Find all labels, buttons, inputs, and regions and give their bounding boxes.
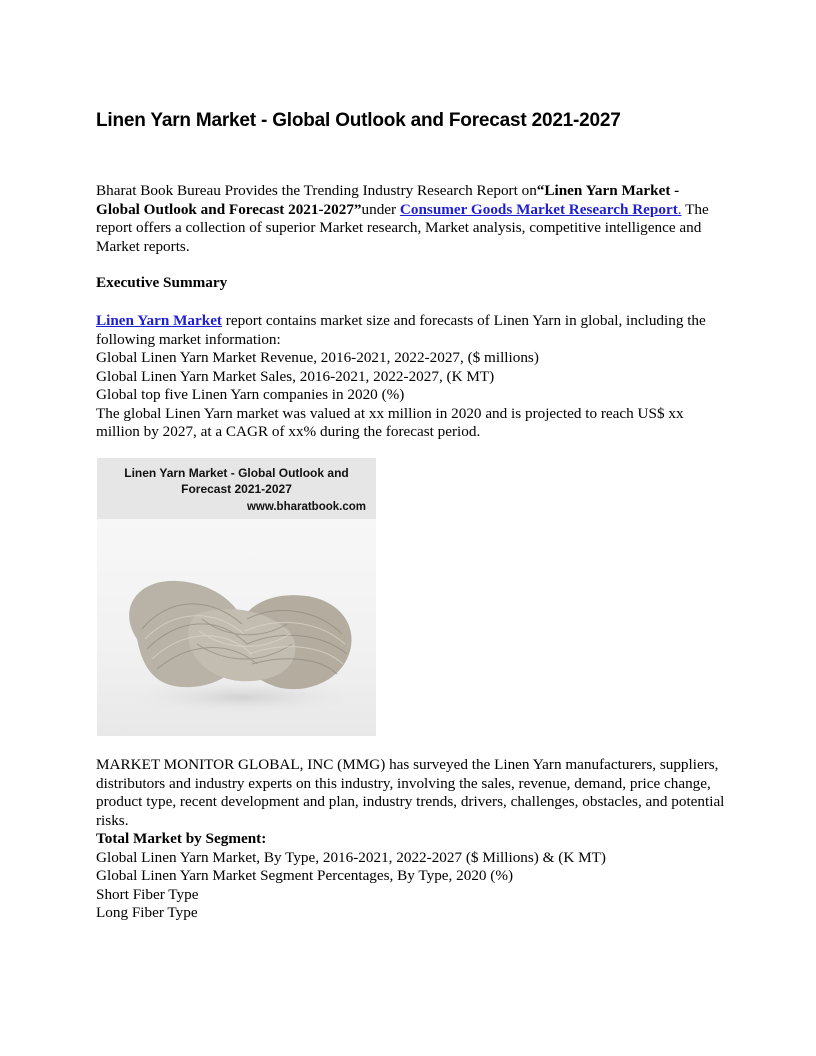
yarn-photo: [97, 519, 376, 736]
market-info-paragraph: [96, 312, 726, 442]
consumer-goods-link-period[interactable]: .: [677, 200, 682, 218]
market-first-line: [96, 312, 726, 349]
intro-lead: Bharat Book Bureau Provides the Trending Industry Research Report on: [96, 182, 537, 199]
cover-header: [97, 458, 376, 519]
segment-line-short-fiber: Short Fiber Type: [96, 885, 199, 903]
intro-under: under: [361, 200, 400, 218]
market-line-top-five: Global top five Linen Yarn companies in 2020 (%): [96, 386, 405, 403]
market-first-line-text: report contains market size and forecasts of Linen Yarn in global, including the following market information:: [96, 312, 706, 348]
cover-url: www.bharatbook.com: [246, 501, 366, 513]
market-line-valuation: The global Linen Yarn market was valued at xx million in 2020 and is projected to reach US$ xx million by 2027, at a CAGR of xx% during the forecast period.: [96, 404, 684, 440]
segment-line-percentages: Global Linen Yarn Market Segment Percentages, By Type, 2020 (%): [96, 867, 514, 884]
mmg-paragraph: MARKET MONITOR GLOBAL, INC (MMG) has surveyed the Linen Yarn manufacturers, suppliers, distributors and industry experts on this industry, involving the sales, revenue, demand, price change, product type, recent development and plan, industry trends, drivers, challenges, obstacles, and potential risks.: [96, 756, 725, 829]
linen-yarn-market-link[interactable]: Linen Yarn Market: [96, 312, 222, 329]
market-line-sales: Global Linen Yarn Market Sales, 2016-2021, 2022-2027, (K MT): [96, 367, 495, 385]
cover-title: Linen Yarn Market - Global Outlook and Forecast 2021-2027: [124, 466, 349, 496]
segment-line-long-fiber: Long Fiber Type: [96, 904, 198, 921]
segment-heading: Total Market by Segment:: [96, 830, 267, 847]
executive-summary-label: Executive Summary: [96, 274, 228, 291]
page-title: Linen Yarn Market - Global Outlook and Forecast 2021-2027: [96, 109, 621, 131]
market-line-revenue: Global Linen Yarn Market Revenue, 2016-2021, 2022-2027, ($ millions): [96, 349, 539, 366]
executive-summary-heading: [96, 274, 726, 293]
linen-yarn-skein-icon: [97, 519, 376, 736]
report-name: “Linen Yarn Market - Global Outlook and Forecast 2021-2027”: [96, 182, 680, 218]
intro-paragraph: [96, 182, 726, 256]
consumer-goods-link[interactable]: Consumer Goods Market Research Report: [399, 200, 678, 218]
intro-rest: The report offers a collection of superior Market research, Market analysis, competitive intelligence and Market reports.: [96, 200, 709, 255]
report-cover-image: [97, 458, 376, 736]
segment-line-by-type: Global Linen Yarn Market, By Type, 2016-2021, 2022-2027 ($ Millions) & (K MT): [96, 848, 606, 866]
mmg-section: [96, 756, 726, 923]
